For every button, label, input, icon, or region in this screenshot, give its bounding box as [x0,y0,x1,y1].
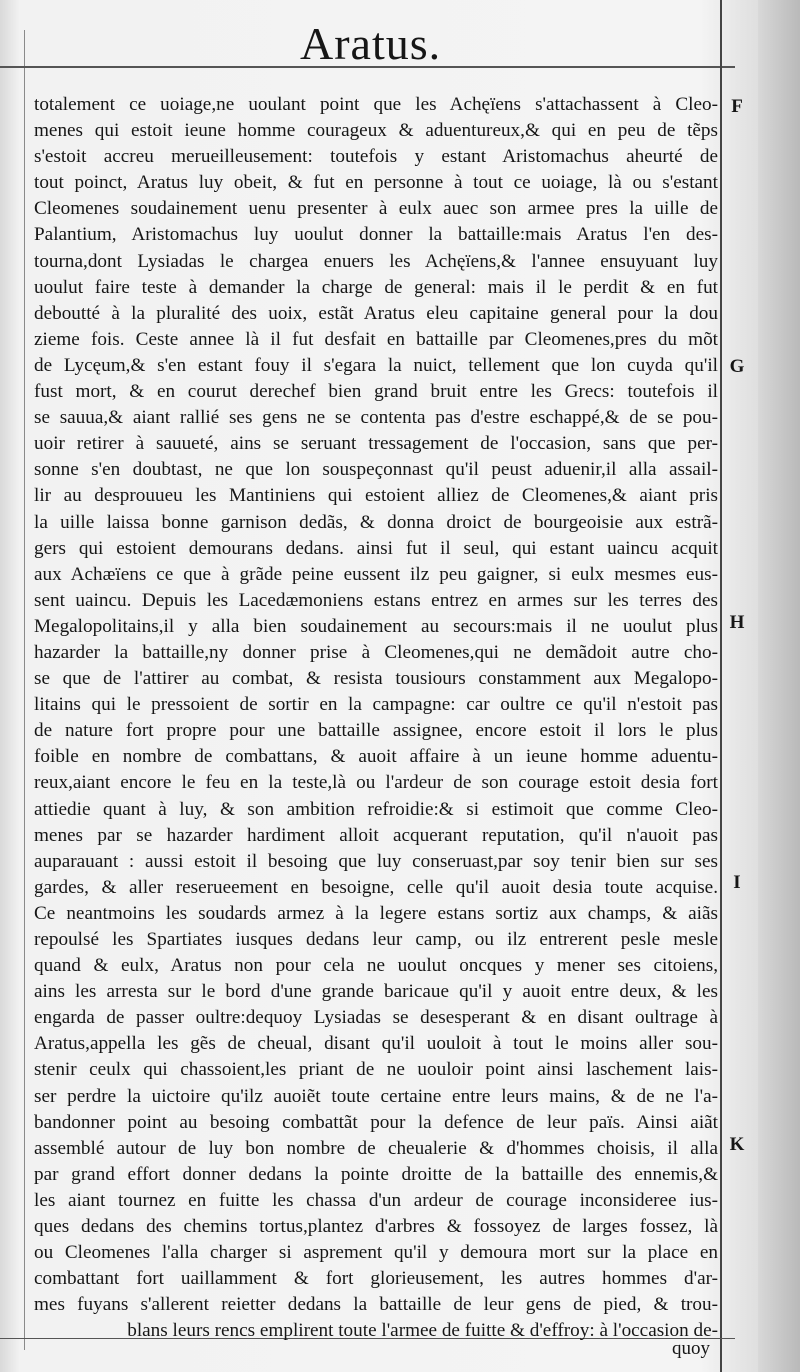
text-line: quand & eulx, Aratus non pour cela ne uoulut oncques y mener ses citoiens, [34,955,718,977]
text-line: zieme fois. Ceste annee là il fut desfait en battaille par Cleomenes,pres du mõt [34,328,718,350]
text-line: Palantium, Aristomachus luy uoulut donner la battaille:mais Aratus l'en des- [34,224,718,246]
text-line: attiedie quant à luy, & son ambition refroidie:& si estimoit que comme Cleo- [34,798,718,820]
text-line: la uille laissa bonne garnison dedãs, & donna droict de bourgeoisie aux estrã- [34,511,718,533]
text-line: menes par se hazarder hardiment alloit acquerant reputation, qu'il n'auoit pas [34,824,718,846]
text-line: tout poinct, Aratus luy obeit, & fut en personne à tout ce uoiage, là ou s'estant [34,172,718,194]
text-line: de Lycęum,& s'en estant fouy il s'egara la nuict, tellement que lon cuyda qu'il [34,354,718,376]
margin-letter-f: F [731,96,743,117]
text-line: lir au desprouueu les Mantiniens qui estoient alliez de Cleomenes,& aiant pris [34,485,718,507]
text-line: Megalopolitains,il y alla bien soudainement au secours:mais il ne uoulut plus [34,615,718,637]
text-line: blans leurs rencs emplirent toute l'armee de fuitte & d'effroy: à l'occasion de- [127,1320,718,1342]
text-line: gardes, & aller reserueement en besoigne, celle qu'il auoit desia toute acquise. [34,876,718,898]
text-line: ou Cleomenes l'alla charger si asprement qu'il y demoura mort sur la place en [34,1242,718,1264]
text-line: fust mort, & en courut derechef bien grand bruit entre les Grecs: toutefois il [34,381,718,403]
left-margin-rule [24,30,25,1350]
margin-letter-k: K [729,1134,745,1155]
text-line: combattant fort uaillamment & fort glorieusement, les autres hommes d'ar- [34,1268,718,1290]
text-line: menes qui estoit ieune homme courageux & aduentureux,& qui en peu de tẽps [34,120,718,142]
text-line: deboutté à la pluralité des uoix, estãt Aratus eleu capitaine general pour la dou [34,302,718,324]
text-line: se sauua,& aiant rallié ses gens ne se contenta pas d'estre eschappé,& de se pou- [34,407,718,429]
text-line: se que de l'attirer au combat, & resista tousiours constamment aux Megalopo- [34,668,718,690]
text-line: bandonner point au besoing combattãt pour la defence de leur païs. Ainsi aiãt [34,1111,718,1133]
text-line: Ce neantmoins les soudards armez à la legere estans sortiz aux champs, & aiãs [34,902,718,924]
text-line: Aratus,appella les gẽs de cheual, disant qu'il uouloit à tout le moins aller sou- [34,1033,718,1055]
text-line: reux,aiant encore le feu en la teste,là ou l'ardeur de son courage estoit desia fort [34,772,718,794]
margin-letter-g: G [729,356,745,377]
text-line: les aiant tournez en fuitte les chassa d'un ardeur de courage inconsideree ius- [34,1189,718,1211]
text-line: mes fuyans s'allerent reietter dedans la battaille de leur gens de pied, & trou- [34,1294,718,1316]
text-line: ains les arresta sur le bord d'une grande baricaue qu'il y auoit entre deux, & les [34,981,718,1003]
text-line: tourna,dont Lysiadas le chargea enuers les Achęïens,& l'annee ensuyuant luy [34,250,718,272]
running-head: Aratus. [300,18,442,69]
text-line: uoir retirer à sauueté, ains se seruant tressagement de l'occasion, sans que per- [34,433,718,455]
text-line: assemblé autour de luy bon nombre de cheualerie & d'hommes choisis, il alla [34,1137,718,1159]
text-line: uoulut faire teste à demander la charge de general: mais il le perdit & en fut [34,276,718,298]
margin-letter-h: H [729,612,745,633]
text-line: s'estoit accreu merueilleusement: toutefois y estant Aristomachus aheurté de [34,146,718,168]
book-page-edge [758,0,800,1372]
text-line: sent uaincu. Depuis les Lacedæmoniens estans entrez en armes sur les terres des [34,589,718,611]
text-line: gers qui estoient demourans dedans. ainsi fut il seul, qui estant uaincu acquit [34,537,718,559]
text-line: repoulsé les Spartiates iusques dedans leur camp, ou ilz entrerent pesle mesle [34,929,718,950]
text-line: aux Achæïens ce que à grãde peine eussent ilz peu gaigner, si eulx mesmes eus- [34,563,718,585]
text-line: auparauant : aussi estoit il besoing que luy conseruast,par soy tenir bien sur ses [34,850,718,872]
right-margin-rule [720,0,722,1372]
text-line: stenir ceulx qui chassoient,les priant de ne uouloir point ainsi laschement lais- [34,1059,718,1081]
text-line: hazarder la battaille,ny donner prise à Cleomenes,qui ne demãdoit autre cho- [34,641,718,663]
text-line: Cleomenes soudainement uenu presenter à eulx auec son armee pres la uille de [34,198,718,220]
margin-letter-i: I [733,872,741,893]
text-line: sonne s'en doubtast, ne que lon souspeçonnast qu'il peust aduenir,il alla assail- [34,459,718,481]
text-line: totalement ce uoiage,ne uoulant point que les Achęïens s'attachassent à Cleo- [34,94,718,115]
text-line: foible en nombre de combattans, & auoit affaire à un ieune homme aduentu- [34,746,718,768]
body-text [34,92,718,1345]
text-line: engarda de passer oultre:dequoy Lysiadas se desesperant & en disant oultrage à [34,1007,718,1029]
text-line: litains qui le pressoient de sortir en la campagne: car oultre ce qu'il n'estoit pas [34,694,718,716]
text-line: ques dedans des chemins tortus,plantez d'arbres & fossoyez de larges fossez, là [34,1216,718,1238]
text-line: ser perdre la uictoire qu'ilz auoiẽt toute certaine entre leurs mains, & de ne l'a- [34,1085,718,1107]
catchword: quoy [672,1338,710,1359]
text-line: par grand effort donner dedans la pointe droitte de la battaille des ennemis,& [34,1163,718,1185]
text-line: de nature fort propre pour une battaille assignee, encore estoit il lors le plus [34,720,718,742]
